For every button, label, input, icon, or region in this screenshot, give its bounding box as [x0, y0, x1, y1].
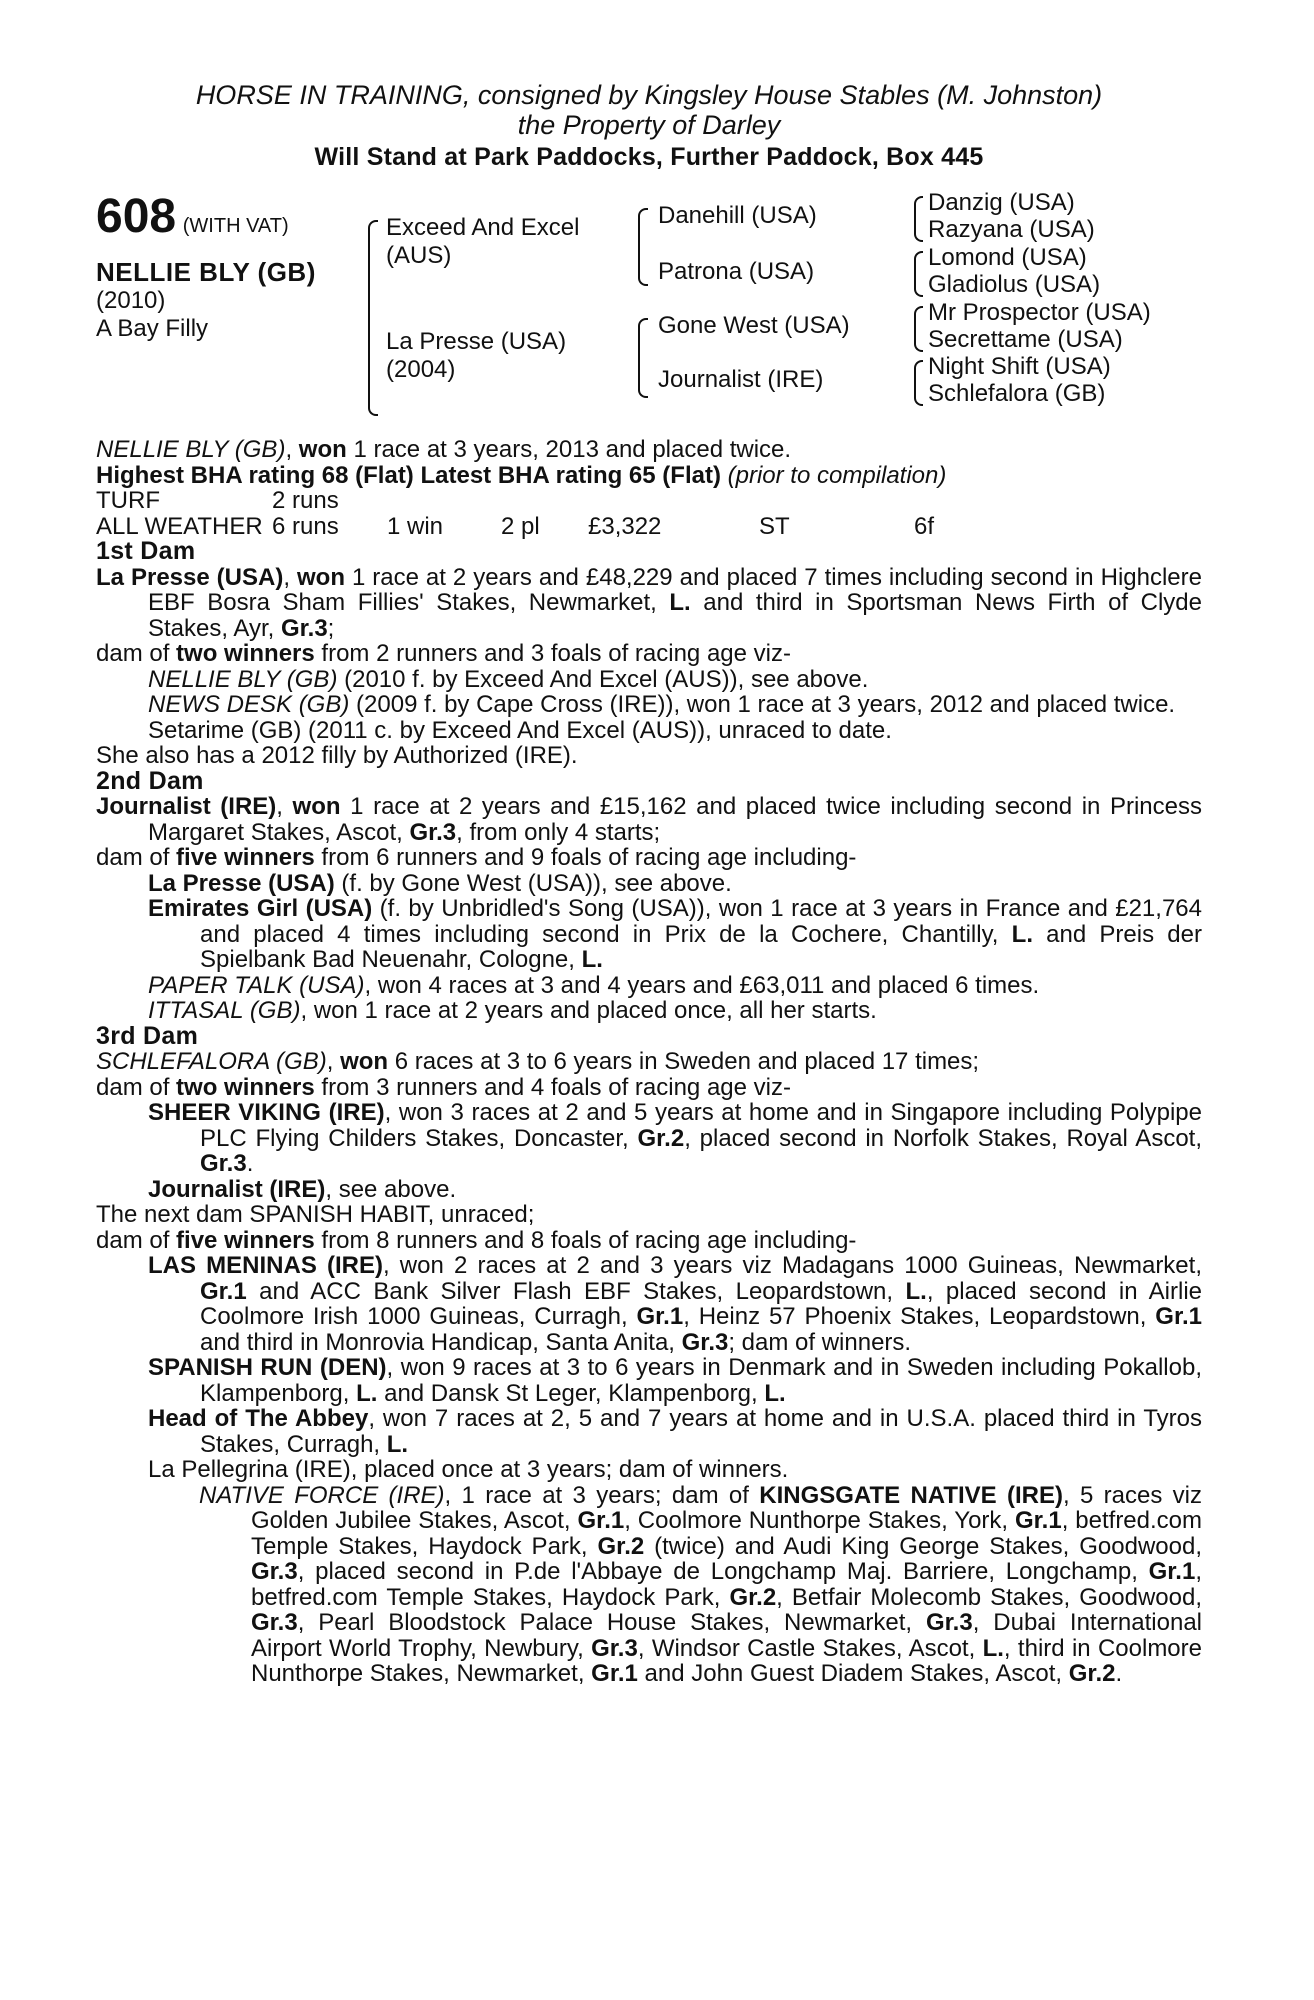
summary-line: NELLIE BLY (GB), won 1 race at 3 years, 2013 and placed twice.	[96, 436, 792, 463]
third-dam-foal-2: Journalist (IRE), see above.	[148, 1175, 457, 1203]
second-dam-foal-2: Emirates Girl (USA) (f. by Unbridled's Song (USA)), won 1 race at 3 years in France and £21,764 and placed 4 times including second in Prix de la Cochere, Chantilly, L. and Preis der Spielbank Bad Neuenahr, Cologne, L.	[148, 895, 1202, 973]
next-dam-foal-1: LAS MENINAS (IRE), won 2 races at 2 and 3 years viz Madagans 1000 Guineas, Newmarket, Gr.1 and ACC Bank Silver Flash EBF Stakes, Leopardstown, L., placed second in Airlie Coolmore Irish 1000 Guineas, Curragh, Gr.1, Heinz 57 Phoenix Stakes, Leopardstown, Gr.1 and third in Monrovia Handicap, Santa Anita, Gr.3; dam of winners.	[148, 1252, 1202, 1356]
pedigree-block	[96, 189, 1202, 437]
grand-bracket-1	[914, 196, 923, 242]
stabling-line: Will Stand at Park Paddocks, Further Paddock, Box 445	[314, 143, 984, 171]
third-dam-heading: 3rd Dam	[96, 1021, 199, 1050]
stats-row-turf: TURF 2 runs	[96, 487, 339, 514]
dam-sire: Gone West (USA)	[658, 312, 850, 339]
next-dam-line: The next dam SPANISH HABIT, unraced;	[96, 1201, 535, 1228]
race-record	[96, 437, 1202, 1687]
dam-line-bracket	[638, 318, 648, 398]
next-dam-grandfoal: NATIVE FORCE (IRE), 1 race at 3 years; dam of KINGSGATE NATIVE (IRE), 5 races viz Golden Jubilee Stakes, Ascot, Gr.1, Coolmore Nunthorpe Stakes, York, Gr.1, betfred.com Temple Stakes, Haydock Park, Gr.2 (twice) and Audi King George Stakes, Goodwood, Gr.3, placed second in P.de l'Abbaye de Longchamp Maj. Barriere, Longchamp, Gr.1, betfred.com Temple Stakes, Haydock Park, Gr.2, Betfair Molecomb Stakes, Goodwood, Gr.3, Pearl Bloodstock Palace House Stakes, Newmarket, Gr.3, Dubai International Airport World Trophy, Newbury, Gr.3, Windsor Castle Stakes, Ascot, L., third in Coolmore Nunthorpe Stakes, Newmarket, Gr.1 and John Guest Diadem Stakes, Ascot, Gr.2.	[199, 1481, 1203, 1687]
third-dam-produce: dam of two winners from 3 runners and 4 foals of racing age viz-	[96, 1073, 791, 1101]
consignor-line: HORSE IN TRAINING, consigned by Kingsley House Stables (M. Johnston)	[195, 80, 1103, 110]
grandparent-5: Mr Prospector (USA)	[928, 299, 1151, 326]
rating-line: Highest BHA rating 68 (Flat) Latest BHA rating 65 (Flat) (prior to compilation)	[96, 461, 947, 489]
first-dam-foal-2: NEWS DESK (GB) (2009 f. by Cape Cross (IRE)), won 1 race at 3 years, 2012 and placed twice.	[148, 691, 1176, 718]
horse-description: A Bay Filly	[96, 315, 209, 342]
grandparent-1: Danzig (USA)	[928, 189, 1075, 216]
grandparent-4: Gladiolus (USA)	[928, 271, 1101, 298]
sire-line-bracket	[638, 208, 648, 286]
second-dam-produce: dam of five winners from 6 runners and 9 foals of racing age including-	[96, 844, 857, 871]
dam-name: La Presse (USA)	[386, 328, 567, 355]
grand-bracket-4	[914, 360, 923, 406]
grandparent-8: Schlefalora (GB)	[928, 380, 1106, 407]
second-dam-heading: 2nd Dam	[96, 766, 204, 795]
first-dam-produce: dam of two winners from 2 runners and 3 foals of racing age viz-	[96, 640, 791, 667]
grandparent-3: Lomond (USA)	[928, 244, 1087, 271]
third-dam-foal-1: SHEER VIKING (IRE), won 3 races at 2 and 5 years at home and in Singapore including Polypipe PLC Flying Childers Stakes, Doncaster, Gr.2, placed second in Norfolk Stakes, Royal Ascot, Gr.3.	[148, 1099, 1203, 1177]
horse-name: NELLIE BLY (GB)	[96, 257, 316, 287]
grandparent-6: Secrettame (USA)	[928, 326, 1123, 353]
sire-sire: Danehill (USA)	[658, 202, 817, 229]
grandparent-2: Razyana (USA)	[928, 216, 1095, 243]
grand-bracket-2	[914, 251, 923, 297]
dam-dam: Journalist (IRE)	[658, 366, 824, 393]
dam-year: (2004)	[386, 356, 456, 383]
sire-dam: Patrona (USA)	[658, 258, 815, 285]
sire-name: Exceed And Excel	[386, 214, 580, 241]
next-dam-produce: dam of five winners from 8 runners and 8 foals of racing age including-	[96, 1226, 857, 1254]
next-dam-foal-3: Head of The Abbey, won 7 races at 2, 5 and 7 years at home and in U.S.A. placed third in Tyros Stakes, Curragh, L.	[148, 1405, 1203, 1458]
second-dam-foal-1: La Presse (USA) (f. by Gone West (USA)), see above.	[148, 869, 732, 897]
pedigree-bracket	[368, 220, 378, 416]
lot-number-line	[96, 192, 289, 242]
first-dam-note: She also has a 2012 filly by Authorized (IRE).	[96, 742, 578, 769]
second-dam-record: Journalist (IRE), won 1 race at 2 years and £15,162 and placed twice including second in Princess Margaret Stakes, Ascot, Gr.3, from only 4 starts;	[96, 793, 1202, 846]
third-dam-record: SCHLEFALORA (GB), won 6 races at 3 to 6 years in Sweden and placed 17 times;	[96, 1048, 980, 1075]
property-line: the Property of Darley	[517, 110, 781, 140]
vat-note: (WITH VAT)	[182, 215, 289, 237]
first-dam-foal-1: NELLIE BLY (GB) (2010 f. by Exceed And Excel (AUS)), see above.	[148, 665, 869, 693]
first-dam-heading: 1st Dam	[96, 537, 196, 565]
grandparent-7: Night Shift (USA)	[928, 353, 1111, 380]
first-dam-record: La Presse (USA), won 1 race at 2 years and £48,229 and placed 7 times including second in Highclere EBF Bosra Sham Fillies' Stakes, Newmarket, L. and third in Sportsman News Firth of Clyde Stakes, Ayr, Gr.3;	[96, 563, 1202, 642]
first-dam-foal-3: Setarime (GB) (2011 c. by Exceed And Excel (AUS)), unraced to date.	[148, 716, 892, 744]
sire-origin: (AUS)	[386, 242, 452, 269]
second-dam-foal-3: PAPER TALK (USA), won 4 races at 3 and 4 years and £63,011 and placed 6 times.	[148, 971, 1040, 999]
lot-number: 608	[96, 190, 177, 243]
stats-row-allweather: ALL WEATHER 6 runs 1 win 2 pl £3,322 ST 6f	[96, 512, 935, 540]
second-dam-foal-4: ITTASAL (GB), won 1 race at 2 years and placed once, all her starts.	[148, 997, 877, 1024]
foaling-year: (2010)	[96, 287, 166, 314]
next-dam-foal-4: La Pellegrina (IRE), placed once at 3 years; dam of winners.	[148, 1456, 789, 1483]
catalogue-page	[96, 80, 1202, 1687]
next-dam-foal-2: SPANISH RUN (DEN), won 9 races at 3 to 6 years in Denmark and in Sweden including Pokallob, Klampenborg, L. and Dansk St Leger, Klampenborg, L.	[148, 1354, 1202, 1407]
grand-bracket-3	[914, 306, 923, 352]
